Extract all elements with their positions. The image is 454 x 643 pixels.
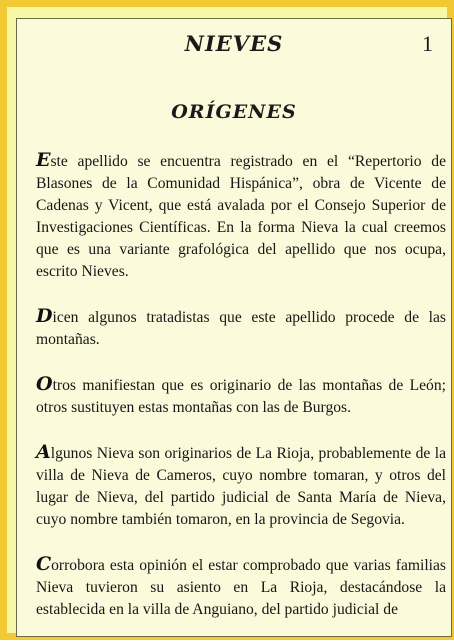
paragraph-initial: O	[36, 373, 53, 395]
paragraph-4	[36, 441, 446, 531]
surname-title: NIEVES	[184, 31, 284, 56]
paragraph-text: orrobora esta opinión el estar comprobado que varias familias Nieva tuvieron su asiento en La Rioja, destacándose la establecida en la villa de Anguiano, del partido judicial de	[36, 557, 446, 618]
paragraph-text: icen algunos tratadistas que este apellido procede de las montañas.	[36, 309, 446, 348]
paragraph-5	[36, 553, 446, 621]
paragraph-text: lgunos Nieva son originarios de La Rioja, probablemente de la villa de Nieva de Cameros, cuyo nombre tomaran, y otros del lugar de Nieva, del partido judicial de Santa María de Nieva, cuyo nombre también tomaron, en la provincia de Segovia.	[36, 445, 446, 528]
page-panel	[16, 18, 452, 637]
paragraph-initial: A	[36, 441, 51, 463]
paragraph-3	[36, 373, 446, 419]
paragraph-text: tros manifiestan que es originario de las montañas de León; otros sustituyen estas montañas con las de Burgos.	[36, 377, 446, 416]
paragraph-text: ste apellido se encuentra registrado en el “Repertorio de Blasones de la Comunidad Hispánica”, obra de Vicente de Cadenas y Vicent, que está avalada por el Consejo Superior de Investigaciones Científicas. En la forma Nieva la cual creemos que es una variante grafológica del apellido que nos ocupa, escrito Nieves.	[36, 153, 446, 280]
paragraph-2	[36, 305, 446, 351]
body-text	[36, 149, 446, 643]
paragraph-initial: E	[36, 149, 51, 171]
paragraph-1	[36, 149, 446, 283]
paragraph-initial: D	[36, 305, 53, 327]
paragraph-initial: C	[36, 553, 52, 575]
section-title: ORÍGENES	[171, 101, 297, 123]
page-number: 1	[422, 31, 433, 56]
